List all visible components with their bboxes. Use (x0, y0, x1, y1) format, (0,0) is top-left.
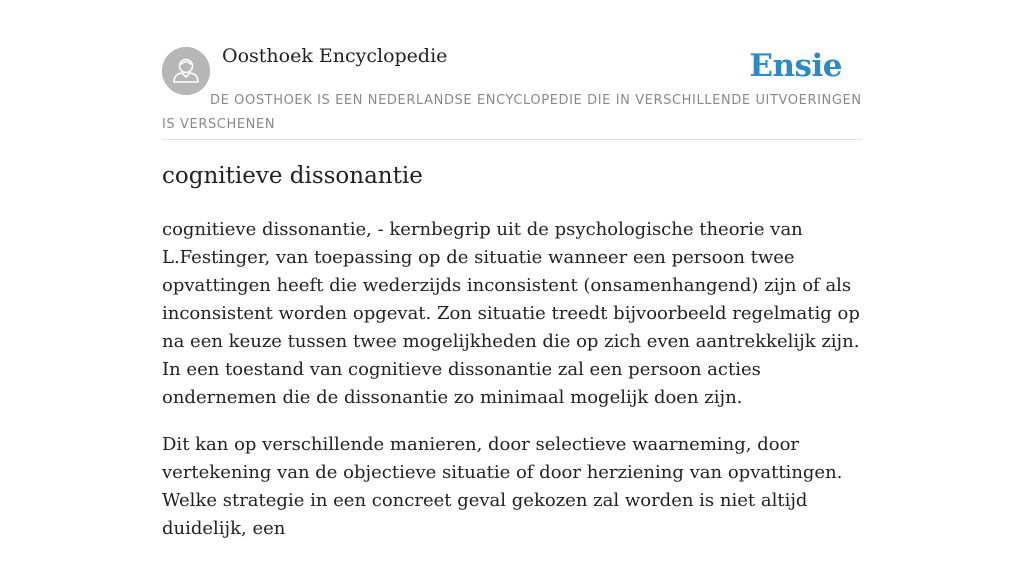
source-name[interactable]: Oosthoek Encyclopedie (222, 45, 448, 67)
source-description: DE OOSTHOEK IS EEN NEDERLANDSE ENCYCLOPEDIE DIE IN VERSCHILLENDE UITVOERINGEN IS VERSCHENEN (162, 93, 862, 132)
article-paragraph: cognitieve dissonantie, - kernbegrip uit de psychologische theorie van L.Festinger, van toepassing op de situatie wanneer een persoon twee opvattingen heeft die wederzijds inconsistent (onsamenhangend) zijn of als inconsistent worden opgevat. Zon situatie treedt bijvoorbeeld regelmatig op na een keuze tussen twee mogelijkheden die op zich even aantrekkelijk zijn. In een toestand van cognitieve dissonantie zal een persoon acties ondernemen die de dissonantie zo minimaal mogelijk doen zijn. (162, 219, 860, 408)
article-paragraph: Dit kan op verschillende manieren, door selectieve waarneming, door vertekening van de objectieve situatie of door herziening van opvattingen. Welke strategie in een concreet geval gekozen zal worden is niet altijd duidelijk, een (162, 434, 843, 539)
article-body (162, 216, 862, 562)
user-icon (162, 47, 210, 95)
brand-logo[interactable]: Ensie (749, 48, 842, 84)
avatar[interactable] (162, 47, 210, 95)
page-title: cognitieve dissonantie (162, 163, 423, 189)
source-header (162, 0, 862, 140)
content-container (162, 0, 862, 539)
